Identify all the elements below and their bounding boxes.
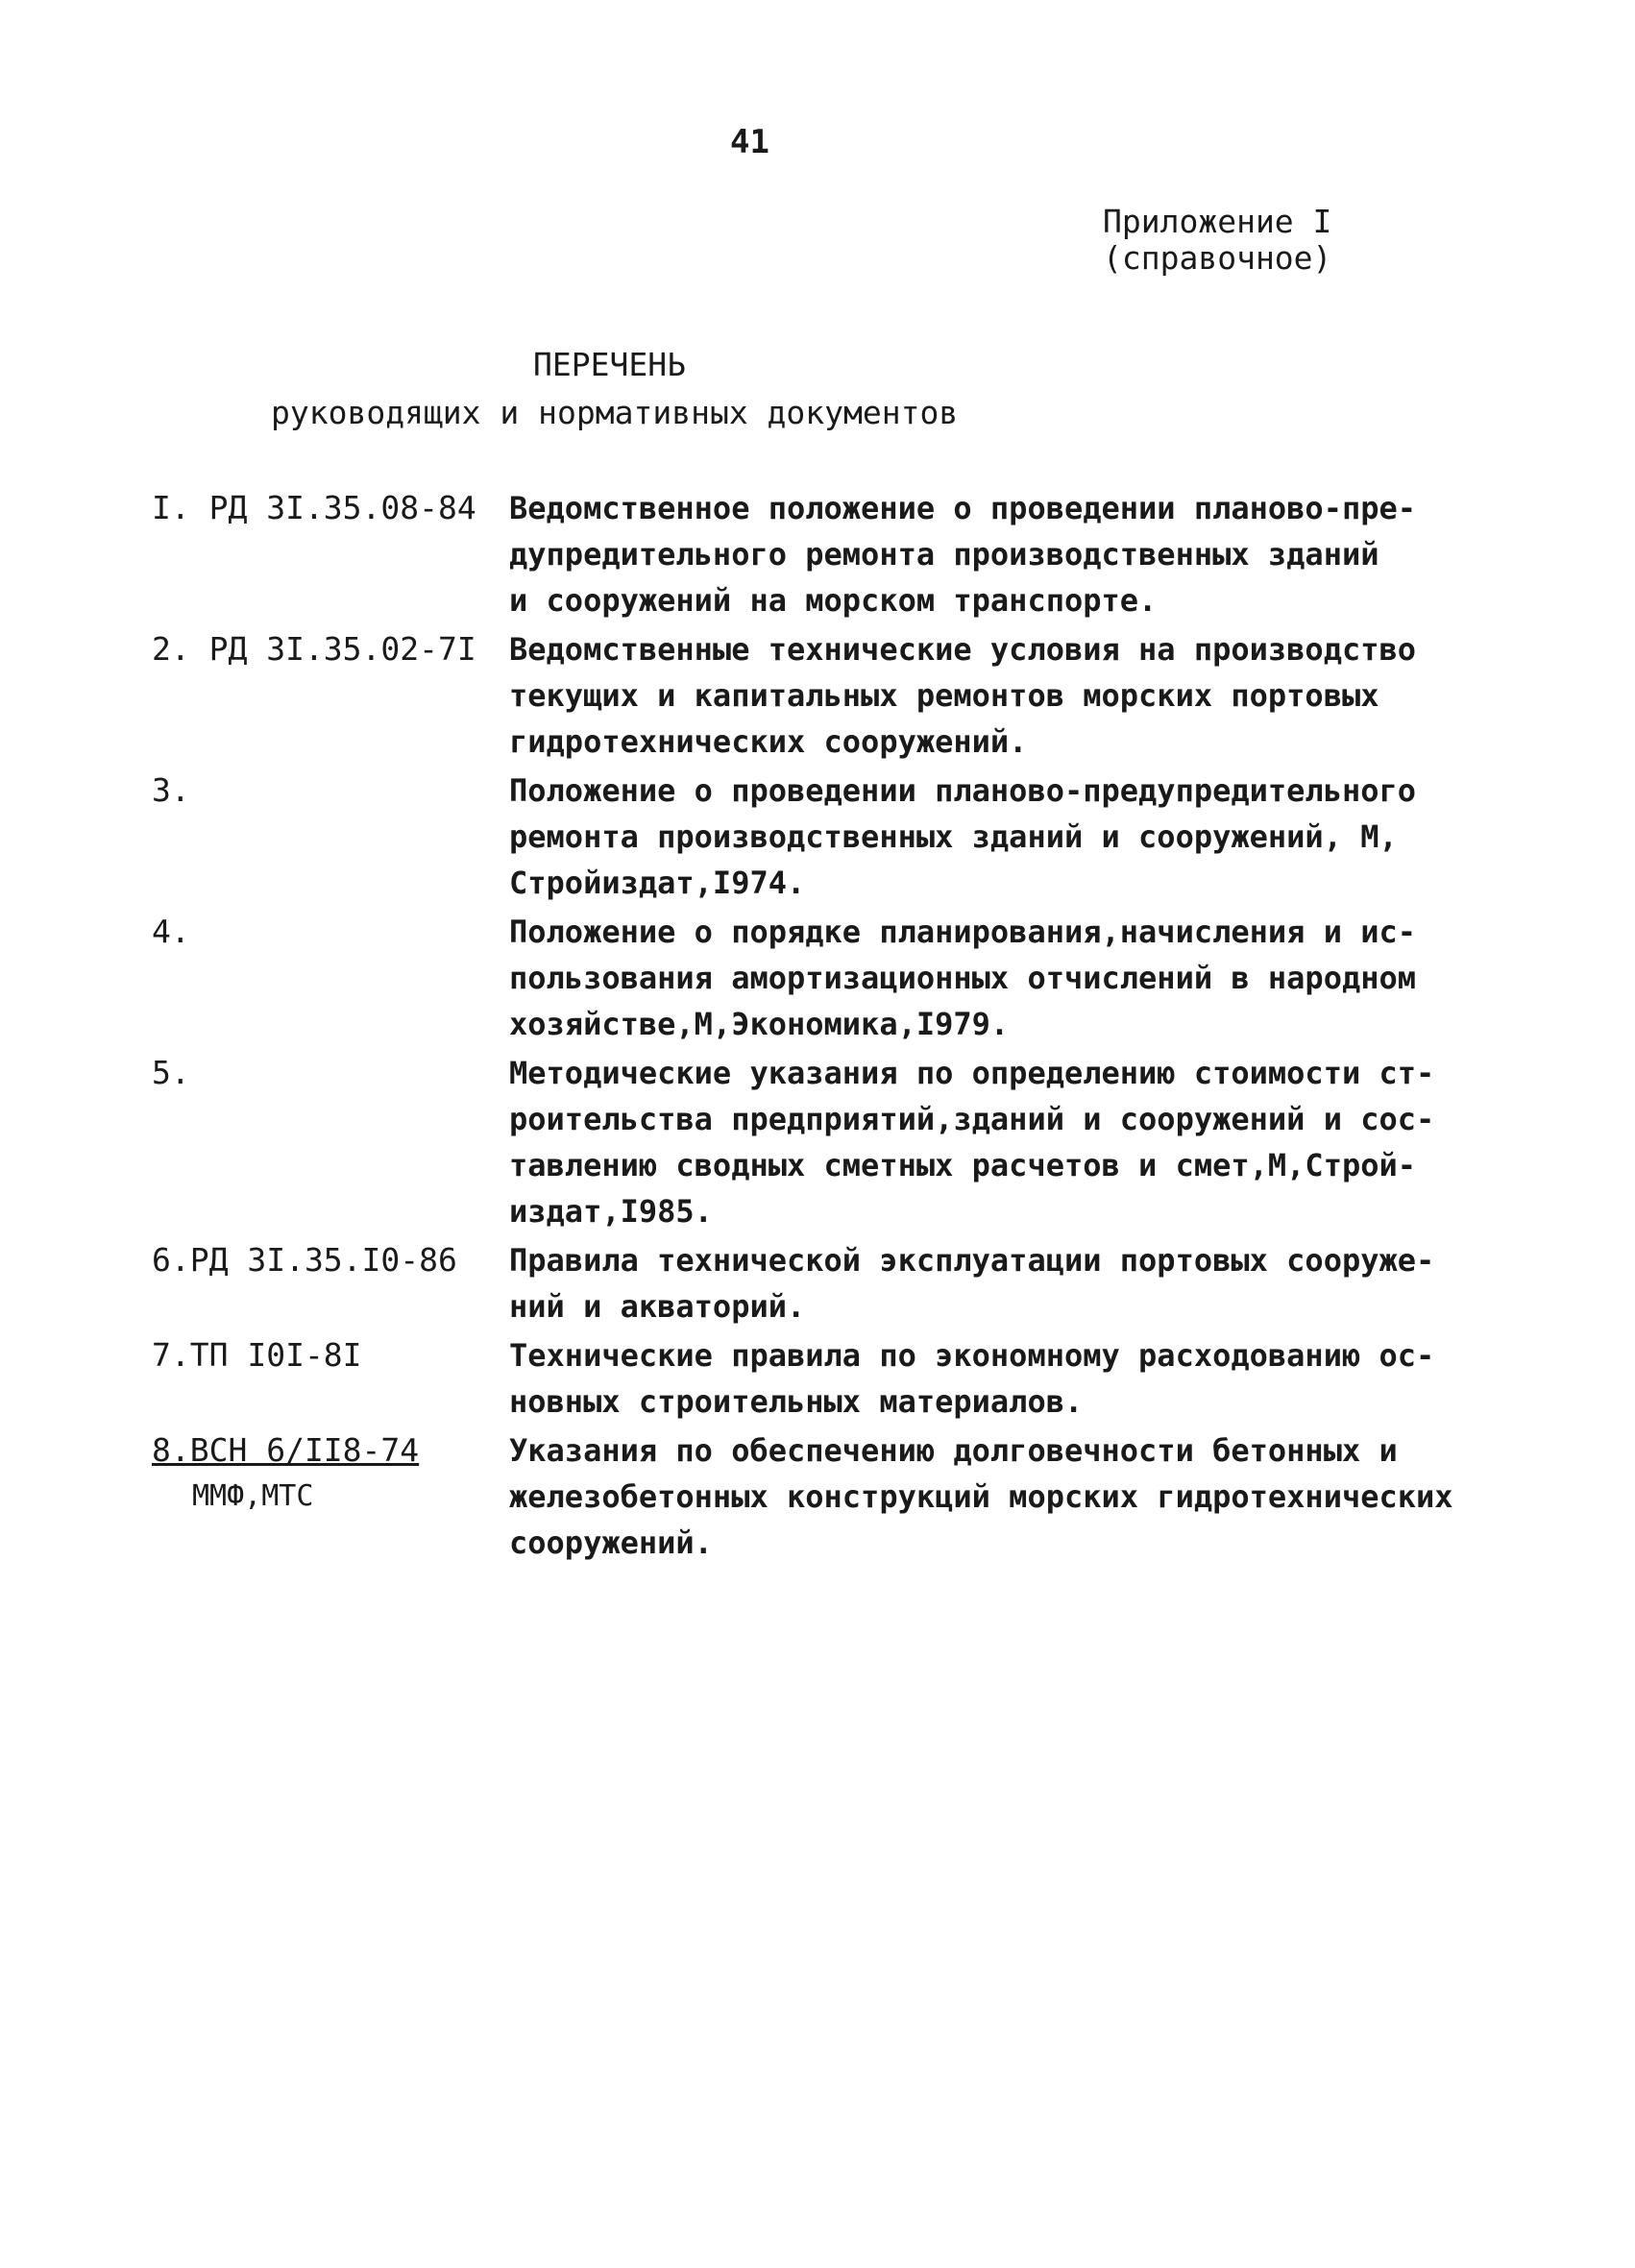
description-line: Ведомственное положение о проведении планово-пре- [509,490,1417,526]
description-line: текущих и капитальных ремонтов морских портовых [509,677,1379,714]
document-ref [152,768,509,814]
document-item [152,1050,1497,1234]
description-line: гидротехнических сооружений. [509,723,1028,760]
description-line: Указания по обеспечению долговечности бетонных и [509,1432,1398,1469]
description-line: Стройиздат,I974. [509,865,806,901]
document-description [509,485,1497,623]
document-ref [152,1427,509,1520]
description-line: Положение о порядке планирования,начисления и ис- [509,914,1417,950]
document-description [509,768,1497,906]
description-line: тавлению сводных сметных расчетов и смет,М,Строй- [509,1147,1417,1183]
description-line: ний и акваторий. [509,1288,806,1325]
description-line: Ведомственные технические условия на производство [509,631,1417,668]
document-ref-code: 7.ТП I0I-8I [152,1336,362,1374]
description-line: сооружений. [509,1524,713,1561]
document-ref [152,485,509,531]
document-item [152,626,1497,765]
page-number: 41 [730,123,769,161]
document-ref [152,1332,509,1378]
description-line: ремонта производственных зданий и сооружений, М, [509,818,1398,855]
documents-list [152,485,1497,1569]
description-line: роительства предприятий,зданий и сооружений и сос- [509,1101,1435,1137]
document-description [509,1332,1497,1425]
document-ref-code: 2. РД 3I.35.02-7I [152,630,476,668]
document-item [152,1237,1497,1329]
document-ref [152,626,509,672]
description-line: железобетонных конструкций морских гидротехнических [509,1478,1453,1515]
document-ref-code: 8.ВСН 6/II8-74 [152,1431,420,1469]
document-item [152,909,1497,1047]
description-line: Технические правила по экономному расходованию ос- [509,1337,1435,1374]
document-description [509,1050,1497,1234]
document-item [152,1332,1497,1425]
document-ref-code: 5. [152,1054,190,1091]
document-description [509,1427,1497,1566]
document-description [509,1237,1497,1329]
appendix-line-1: Приложение I [1103,203,1332,240]
description-line: Положение о проведении планово-предупредительного [509,772,1417,809]
document-item [152,485,1497,623]
document-ref [152,1050,509,1096]
appendix-line-2: (справочное) [1103,239,1332,277]
description-line: Правила технической эксплуатации портовых сооруже- [509,1242,1435,1279]
document-ref [152,909,509,955]
document-description [509,909,1497,1047]
description-line: новных строительных материалов. [509,1383,1084,1420]
appendix-label [1103,204,1331,277]
document-description [509,626,1497,765]
description-line: и сооружений на морском транспорте. [509,582,1158,619]
description-line: дупредительного ремонта производственных зданий [509,536,1379,573]
document-ref-code: 4. [152,913,190,950]
document-ref-code: 6.РД 3I.35.I0-86 [152,1241,457,1279]
document-ref-issuer: ММФ,МТС [192,1479,314,1513]
document-subtitle: руководящих и нормативных документов [271,394,959,431]
description-line: пользования амортизационных отчислений в народном [509,960,1417,996]
document-ref [152,1237,509,1283]
document-item [152,768,1497,906]
document-item [152,1427,1497,1566]
description-line: хозяйстве,М,Экономика,I979. [509,1006,1010,1042]
document-ref-code: I. РД 3I.35.08-84 [152,489,476,526]
document-ref-code: 3. [152,771,190,809]
document-title: ПЕРЕЧЕНЬ [533,346,686,383]
description-line: Методические указания по определению стоимости ст- [509,1055,1435,1091]
description-line: издат,I985. [509,1193,713,1230]
